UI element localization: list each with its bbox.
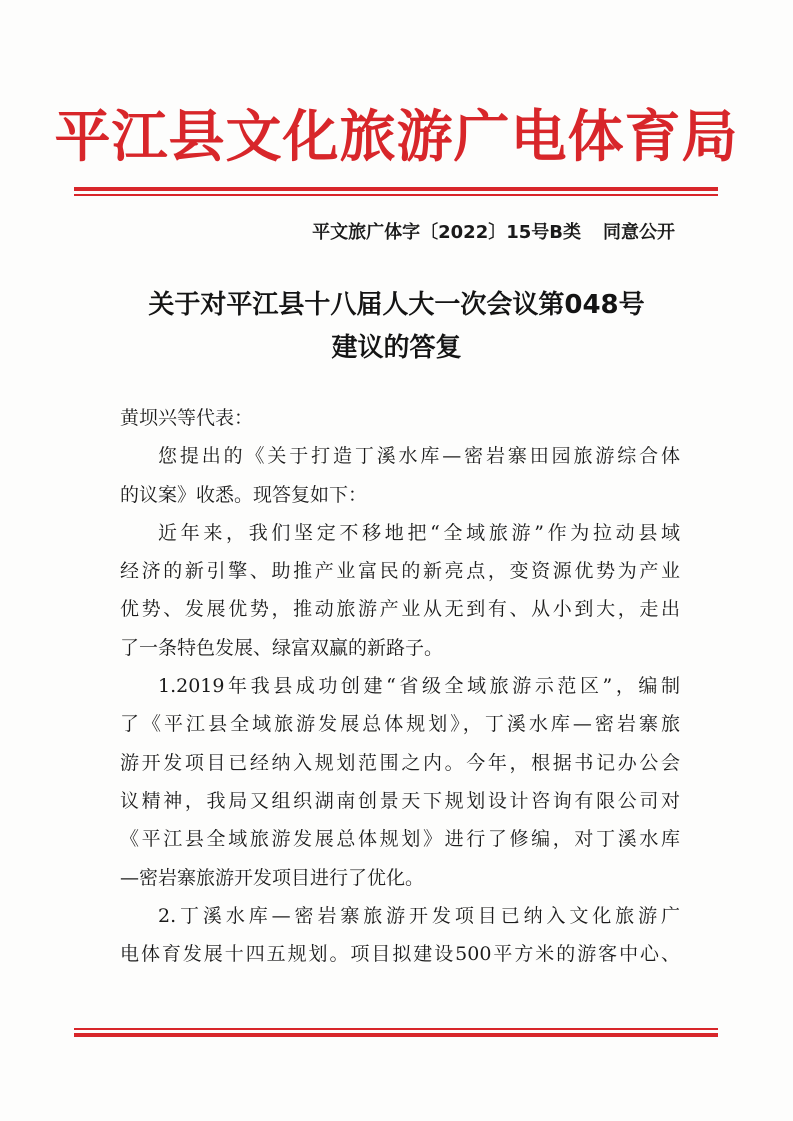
document-title-line-1: 关于对平江县十八届人大一次会议第048号 [148, 290, 645, 320]
body-line: 议精神，我局又组织湖南创景天下规划设计咨询有限公司对 [120, 789, 680, 812]
body-line: 游开发项目已经纳入规划范围之内。今年，根据书记办公会 [120, 751, 680, 774]
body-line: 经济的新引擎、助推产业富民的新亮点，变资源优势为产业 [120, 560, 680, 583]
document-title-line-2: 建议的答复 [331, 333, 462, 363]
salutation: 黄坝兴等代表： [120, 407, 254, 429]
letterhead-rule-thin [74, 194, 718, 196]
body-line: 优势、发展优势，推动旅游产业从无到有、从小到大，走出 [120, 598, 680, 621]
document-code: 平文旅广体字〔2022〕15号B类 [312, 222, 581, 243]
body-line: 的议案》收悉。现答复如下： [120, 483, 368, 506]
document-number [312, 221, 675, 245]
document-body [120, 399, 680, 973]
footer-rule-thick [74, 1033, 718, 1037]
body-line: 电体育发展十四五规划。项目拟建设500平方米的游客中心、 [120, 943, 680, 966]
letterhead-rule-thick [74, 187, 718, 191]
body-line: 您提出的《关于打造丁溪水库—密岩寨田园旅游综合体 [158, 445, 680, 468]
body-line: 了一条特色发展、绿富双赢的新路子。 [120, 636, 444, 659]
body-line: 了《平江县全域旅游发展总体规划》，丁溪水库—密岩寨旅 [120, 713, 680, 736]
body-line: —密岩寨旅游开发项目进行了优化。 [120, 866, 425, 889]
letterhead-title: 平江县文化旅游广电体育局 [54, 104, 739, 170]
body-line: 2.丁溪水库—密岩寨旅游开发项目已纳入文化旅游广 [158, 904, 680, 927]
body-line: 近年来，我们坚定不移地把“全域旅游”作为拉动县域 [158, 521, 680, 544]
body-line: 1.2019年我县成功创建“省级全域旅游示范区”，编制 [158, 675, 680, 698]
footer-rule-thin [74, 1028, 718, 1030]
disclosure-label: 同意公开 [603, 222, 675, 243]
body-line: 《平江县全域旅游发展总体规划》进行了修编，对丁溪水库 [120, 828, 680, 851]
